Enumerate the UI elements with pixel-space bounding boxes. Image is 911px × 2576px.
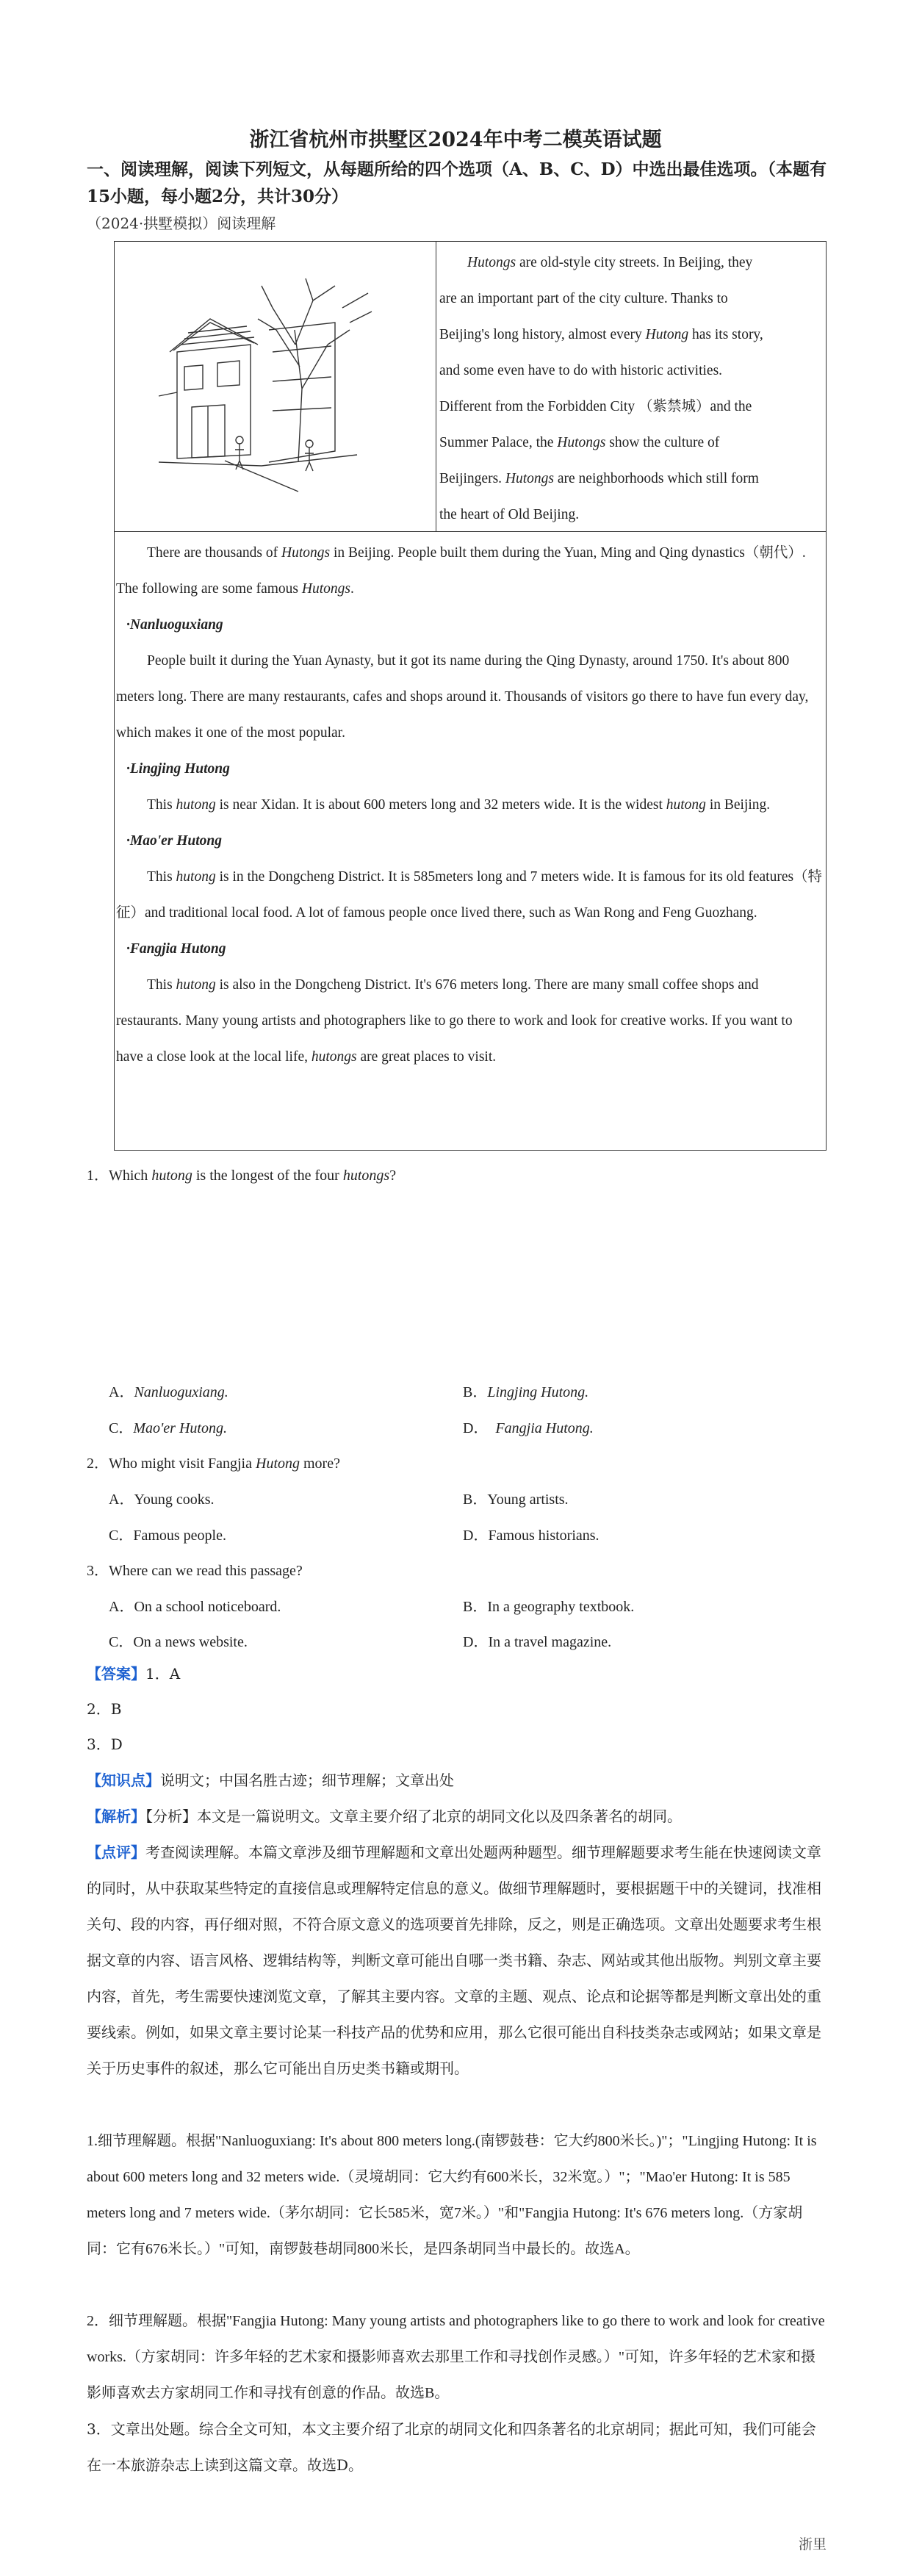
passage-box — [114, 241, 827, 1151]
explanation-3: 3．文章出处题。综合全文可知，本文主要介绍了北京的胡同文化和四条著名的北京胡同；据此可知，我们可能会在一本旅游杂志上读到这篇文章。故选D。 — [87, 2420, 816, 2474]
page-title: 浙江省杭州市拱墅区2024年中考二模英语试题 — [249, 129, 662, 151]
page-footer: 浙里 — [798, 2536, 827, 2552]
q2-option-c[interactable]: C．Famous people. — [109, 1528, 226, 1544]
section-heading: 一、阅读理解，阅读下列短文，从每题所给的四个选项（A、B、C、D）中选出最佳选项。（本题有15小题，每小题2分，共计30分） — [87, 159, 827, 206]
q3-option-b[interactable]: B．In a geography textbook. — [463, 1599, 635, 1615]
hutong-heading: ·Fangjia Hutong — [126, 941, 226, 957]
q1-option-a[interactable]: A．Nanluoguxiang. — [109, 1384, 228, 1400]
q2-option-b[interactable]: B．Young artists. — [463, 1492, 569, 1508]
passage-paragraph: This hutong is near Xidan. It is about 600 meters long and 32 meters wide. It is the widest hutong in Beijing. — [147, 797, 771, 813]
q1-option-c[interactable]: C．Mao'er Hutong. — [109, 1420, 227, 1436]
source-label: （2024·拱墅模拟）阅读理解 — [87, 215, 276, 232]
passage-paragraph: This hutong is in the Dongcheng District. It is 585meters long and 7 meters wide. It is famous for its old features（特征）and traditional local food. A lot of famous people once lived there, such as Wan Rong and Feng Guozhang. — [116, 869, 823, 921]
passage-paragraph: This hutong is also in the Dongcheng District. It's 676 meters long. There are many small coffee shops and restaurants. Many young artists and photographers like to go there to work and look for creative works. If you want to have a close look at the local life, hutongs are great places to visit. — [116, 977, 793, 1065]
q1-option-d[interactable]: D． Fangjia Hutong. — [463, 1420, 594, 1436]
commentary: 【点评】考查阅读理解。本篇文章涉及细节理解题和文章出处题两种题型。细节理解题要求考生能在快速阅读文章的同时，从中获取某些特定的直接信息或理解特定信息的意义。做细节理解题时，要根据题干中的关键词，找准相关句、段的内容，再仔细对照，不符合原文意义的选项要首先排除，反之，则是正确选项。文章出处题要求考生根据文章的内容、语言风格、逻辑结构等，判断文章可能出自哪一类书籍、杂志、网站或其他出版物。判别文章主要内容，首先，考生需要快速浏览文章，了解其主要内容。文章的主题、观点、论点和论据等都是判断文章出处的重要线索。例如，如果文章主要讨论某一科技产品的优势和应用，那么它很可能出自科技类杂志或网站；如果文章是关于历史事件的叙述，那么它可能出自历史类书籍或期刊。 — [87, 1843, 821, 2077]
hutong-heading: ·Lingjing Hutong — [126, 761, 230, 777]
passage-top-row — [115, 242, 826, 532]
explanation-2: 2．细节理解题。根据"Fangjia Hutong: Many young artists and photographers like to go there to work and look for creative works.（方家胡同：许多年轻的艺术家和摄影师喜欢去那里工作和寻找创作灵感。）"可知，许多年轻的艺术家和摄影师喜欢去方家胡同工作和寻找有创意的作品。故选B。 — [87, 2313, 825, 2401]
knowledge-points: 【知识点】说明文；中国名胜古迹；细节理解；文章出处 — [87, 1771, 454, 1789]
passage-paragraph: People built it during the Yuan Aynasty, but it got its name during the Qing Dynasty, around 1750. It's about 800 meters long. There are many restaurants, cafes and shops around it. Thousands of visitors go there to have fun every day, which makes it one of the most popular. — [116, 653, 809, 741]
passage-paragraph: There are thousands of Hutongs in Beijing. People built them during the Yuan, Ming and Qing dynastics（朝代）. The following are some famous Hutongs. — [116, 545, 806, 597]
intro-line: Hutongs are old-style city streets. In Beijing, they — [467, 255, 753, 270]
hutong-sketch-icon — [115, 242, 434, 530]
intro-line: are an important part of the city culture. Thanks to — [439, 291, 728, 306]
q3-option-d[interactable]: D．In a travel magazine. — [463, 1634, 612, 1650]
hutong-heading: ·Nanluoguxiang — [126, 617, 223, 633]
answer-line: 3．D — [87, 1735, 123, 1753]
intro-line: Beijing's long history, almost every Hutong has its story, — [439, 327, 763, 342]
intro-line: Different from the Forbidden City （紫禁城）and the — [439, 399, 752, 414]
explanation-1: 1.细节理解题。根据"Nanluoguxiang: It's about 800 meters long.(南锣鼓巷：它大约800米长。)"；"Lingjing Hutong: It is about 600 meters long and 32 meters wide.（灵境胡同：它大约有600米长，32米宽。）"；"Mao'er Hutong: It is 585 meters long and 7 meters wide.（茅尔胡同：它长585米，宽7米。）"和"Fangjia Hutong: It's 676 meters long.（方家胡同：它有676米长。）"可知，南锣鼓巷胡同800米长，是四条胡同当中最长的。故选A。 — [87, 2133, 817, 2257]
answer-line: 【答案】1．A — [87, 1665, 181, 1683]
hutong-heading: ·Mao'er Hutong — [126, 833, 223, 849]
q2-option-d[interactable]: D．Famous historians. — [463, 1528, 599, 1544]
answer-line: 2．B — [87, 1700, 122, 1718]
intro-line: Beijingers. Hutongs are neighborhoods which still form — [439, 471, 759, 486]
q3-option-a[interactable]: A．On a school noticeboard. — [109, 1599, 281, 1615]
hutong-illustration — [115, 242, 436, 531]
passage-body — [115, 532, 826, 1075]
intro-line: and some even have to do with historic activities. — [439, 363, 723, 378]
q1-option-b[interactable]: B．Lingjing Hutong. — [463, 1384, 589, 1400]
analysis: 【解析】【分析】本文是一篇说明文。文章主要介绍了北京的胡同文化以及四条著名的胡同。 — [87, 1807, 682, 1825]
q2-option-a[interactable]: A．Young cooks. — [109, 1492, 215, 1508]
q3-option-c[interactable]: C．On a news website. — [109, 1634, 248, 1650]
passage-intro — [436, 242, 826, 533]
question-1: 1．Which hutong is the longest of the four hutongs? — [87, 1168, 397, 1184]
question-3: 3．Where can we read this passage? — [87, 1563, 303, 1579]
intro-line: Summer Palace, the Hutongs show the culture of — [439, 435, 720, 450]
question-2: 2．Who might visit Fangjia Hutong more? — [87, 1456, 340, 1472]
intro-line: the heart of Old Beijing. — [439, 507, 580, 522]
